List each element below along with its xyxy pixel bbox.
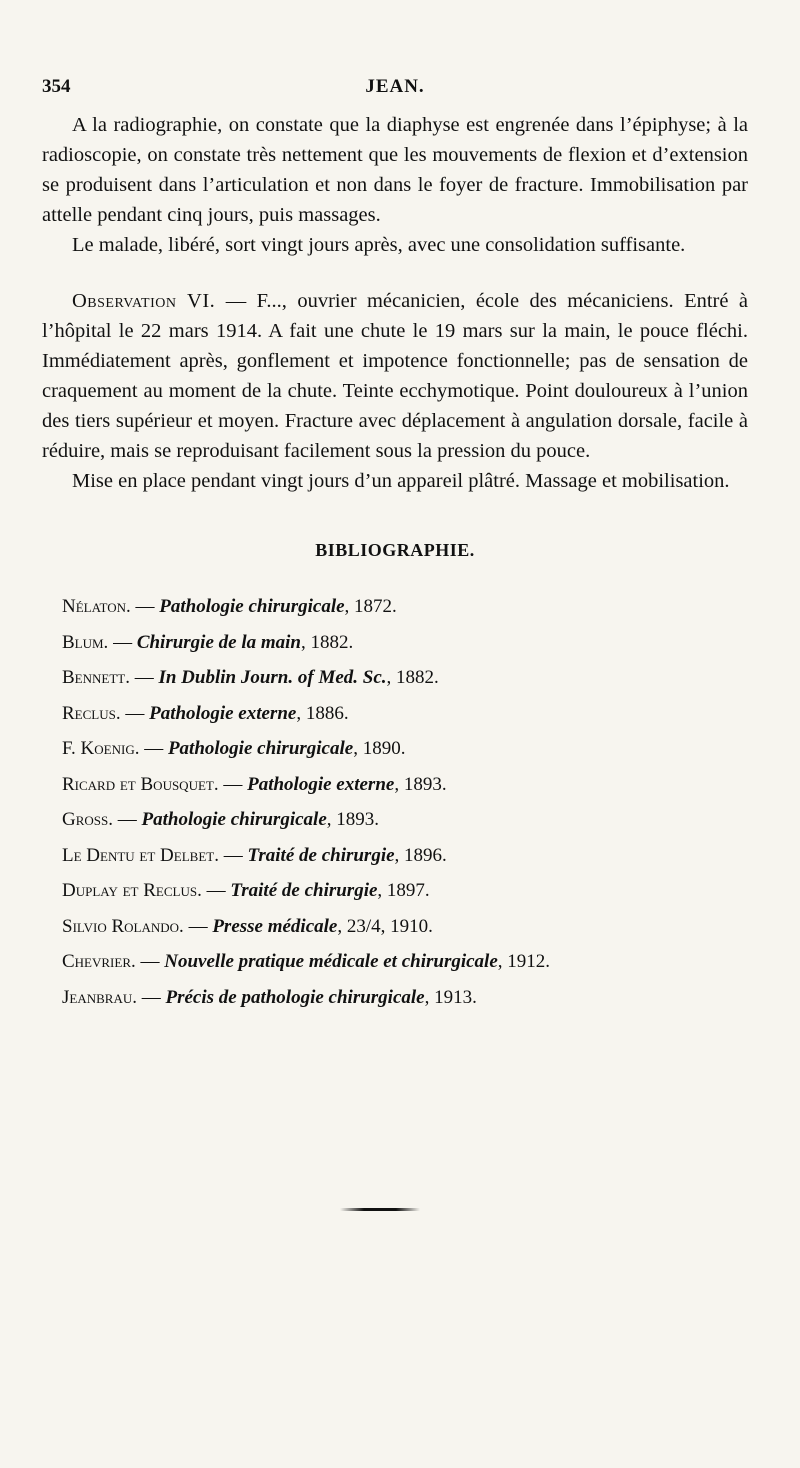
entry-rest: , 1893. [394, 773, 447, 795]
entry-author: Silvio Rolando. [62, 915, 184, 937]
bibliography-entry [62, 660, 748, 696]
running-head: JEAN. [365, 76, 425, 97]
entry-rest: , 1893. [326, 809, 379, 830]
entry-sep: — [129, 667, 159, 688]
entry-author: Duplay et Reclus. [62, 880, 202, 901]
entry-title: In Dublin Journ. of Med. Sc. [158, 667, 387, 688]
bibliography-list [42, 589, 748, 1015]
entry-sep: — [183, 915, 213, 937]
observation-label: Observation VI. [72, 290, 216, 312]
entry-author: Bennett. [62, 667, 130, 688]
entry-title: Pathologie chirurgicale [141, 809, 327, 830]
entry-rest: , 1897. [377, 880, 430, 901]
entry-title: Précis de pathologie chirurgicale [165, 986, 425, 1008]
entry-sep: — [218, 773, 248, 795]
entry-title: Presse médicale [212, 915, 338, 937]
observation-text: — F..., ouvrier mécanicien, école des mécaniciens. Entré à l’hôpital le 22 mars 1914. A fait une chute le 19 mars sur la main, le pouce fléchi. Immédiatement après, gonflement et impotence fonctionnelle; pas de sensation de craquement au moment de la chute. Teinte ecchymotique. Point douloureux à l’union des tiers supérieur et moyen. Fracture avec déplacement à angulation dorsale, facile à réduire, mais se reproduisant facilement sous la pression du pouce. [42, 290, 748, 462]
bibliography-entry [62, 944, 748, 980]
bibliography-entry [62, 838, 748, 874]
entry-rest: , 1882. [386, 667, 439, 688]
bibliography-heading: BIBLIOGRAPHIE. [315, 540, 475, 560]
bibliography-entry [62, 731, 748, 767]
bibliography-entry [62, 625, 748, 661]
page-content [42, 70, 748, 1015]
bibliography-entry [62, 909, 748, 945]
entry-rest: , 23/4, 1910. [337, 915, 433, 937]
entry-title: Nouvelle pratique médicale et chirurgicale [164, 951, 498, 972]
paragraph-discharge: Le malade, libéré, sort vingt jours après, avec une consolidation suffisante. [72, 234, 686, 256]
entry-title: Traité de chirurgie [230, 880, 378, 901]
paragraph-radiography: A la radiographie, on constate que la diaphyse est engrenée dans l’épiphyse; à la radioscopie, on constate très nettement que les mouvements de flexion et d’extension se produisent dans l’articulation et non dans le foyer de fracture. Immobilisation par attelle pendant cinq jours, puis massages. [42, 114, 748, 226]
entry-title: Pathologie chirurgicale [167, 738, 354, 759]
bibliography-entry [62, 802, 748, 838]
entry-author: Gross. [62, 809, 113, 830]
entry-title: Chirurgie de la main [136, 631, 301, 653]
entry-author: Jeanbrau. [62, 986, 137, 1008]
bibliography-entry [62, 589, 748, 625]
entry-rest: , 1913. [424, 986, 477, 1008]
entry-author: Le Dentu et Delbet. [62, 844, 219, 866]
page-header [42, 70, 748, 110]
entry-rest: , 1882. [300, 631, 354, 653]
entry-title: Pathologie chirurgicale [159, 596, 345, 617]
entry-author: Ricard et Bousquet. [62, 773, 219, 795]
entry-sep: — [136, 986, 166, 1008]
entry-sep: — [135, 951, 165, 972]
entry-author: F. Koenig. [62, 738, 140, 759]
entry-sep: — [218, 844, 248, 866]
entry-title: Traité de chirurgie [247, 844, 395, 866]
observation-paragraph [42, 286, 748, 466]
entry-rest: , 1890. [353, 738, 406, 759]
entry-author: Chevrier. [62, 951, 136, 972]
entry-sep: — [201, 880, 231, 901]
entry-sep: — [108, 631, 137, 653]
entry-author: Blum. [62, 631, 109, 653]
bibliography-entry [62, 873, 748, 909]
entry-rest: , 1872. [344, 596, 397, 617]
observation-followup: Mise en place pendant vingt jours d’un appareil plâtré. Massage et mobilisation. [72, 470, 730, 492]
bibliography-entry [62, 696, 748, 732]
entry-title: Pathologie externe [149, 702, 297, 724]
entry-rest: , 1896. [394, 844, 447, 866]
page-number: 354 [42, 76, 71, 97]
end-rule [340, 1208, 420, 1211]
entry-rest: , 1886. [296, 702, 349, 724]
entry-title: Pathologie externe [247, 773, 395, 795]
entry-sep: — [120, 702, 150, 724]
entry-sep: — [139, 738, 168, 759]
entry-author: Reclus. [62, 702, 121, 724]
entry-sep: — [130, 596, 160, 617]
bibliography-entry [62, 980, 748, 1016]
entry-rest: , 1912. [497, 951, 551, 972]
entry-sep: — [113, 809, 142, 830]
bibliography-entry [62, 767, 748, 803]
entry-author: Nélaton. [62, 596, 131, 617]
